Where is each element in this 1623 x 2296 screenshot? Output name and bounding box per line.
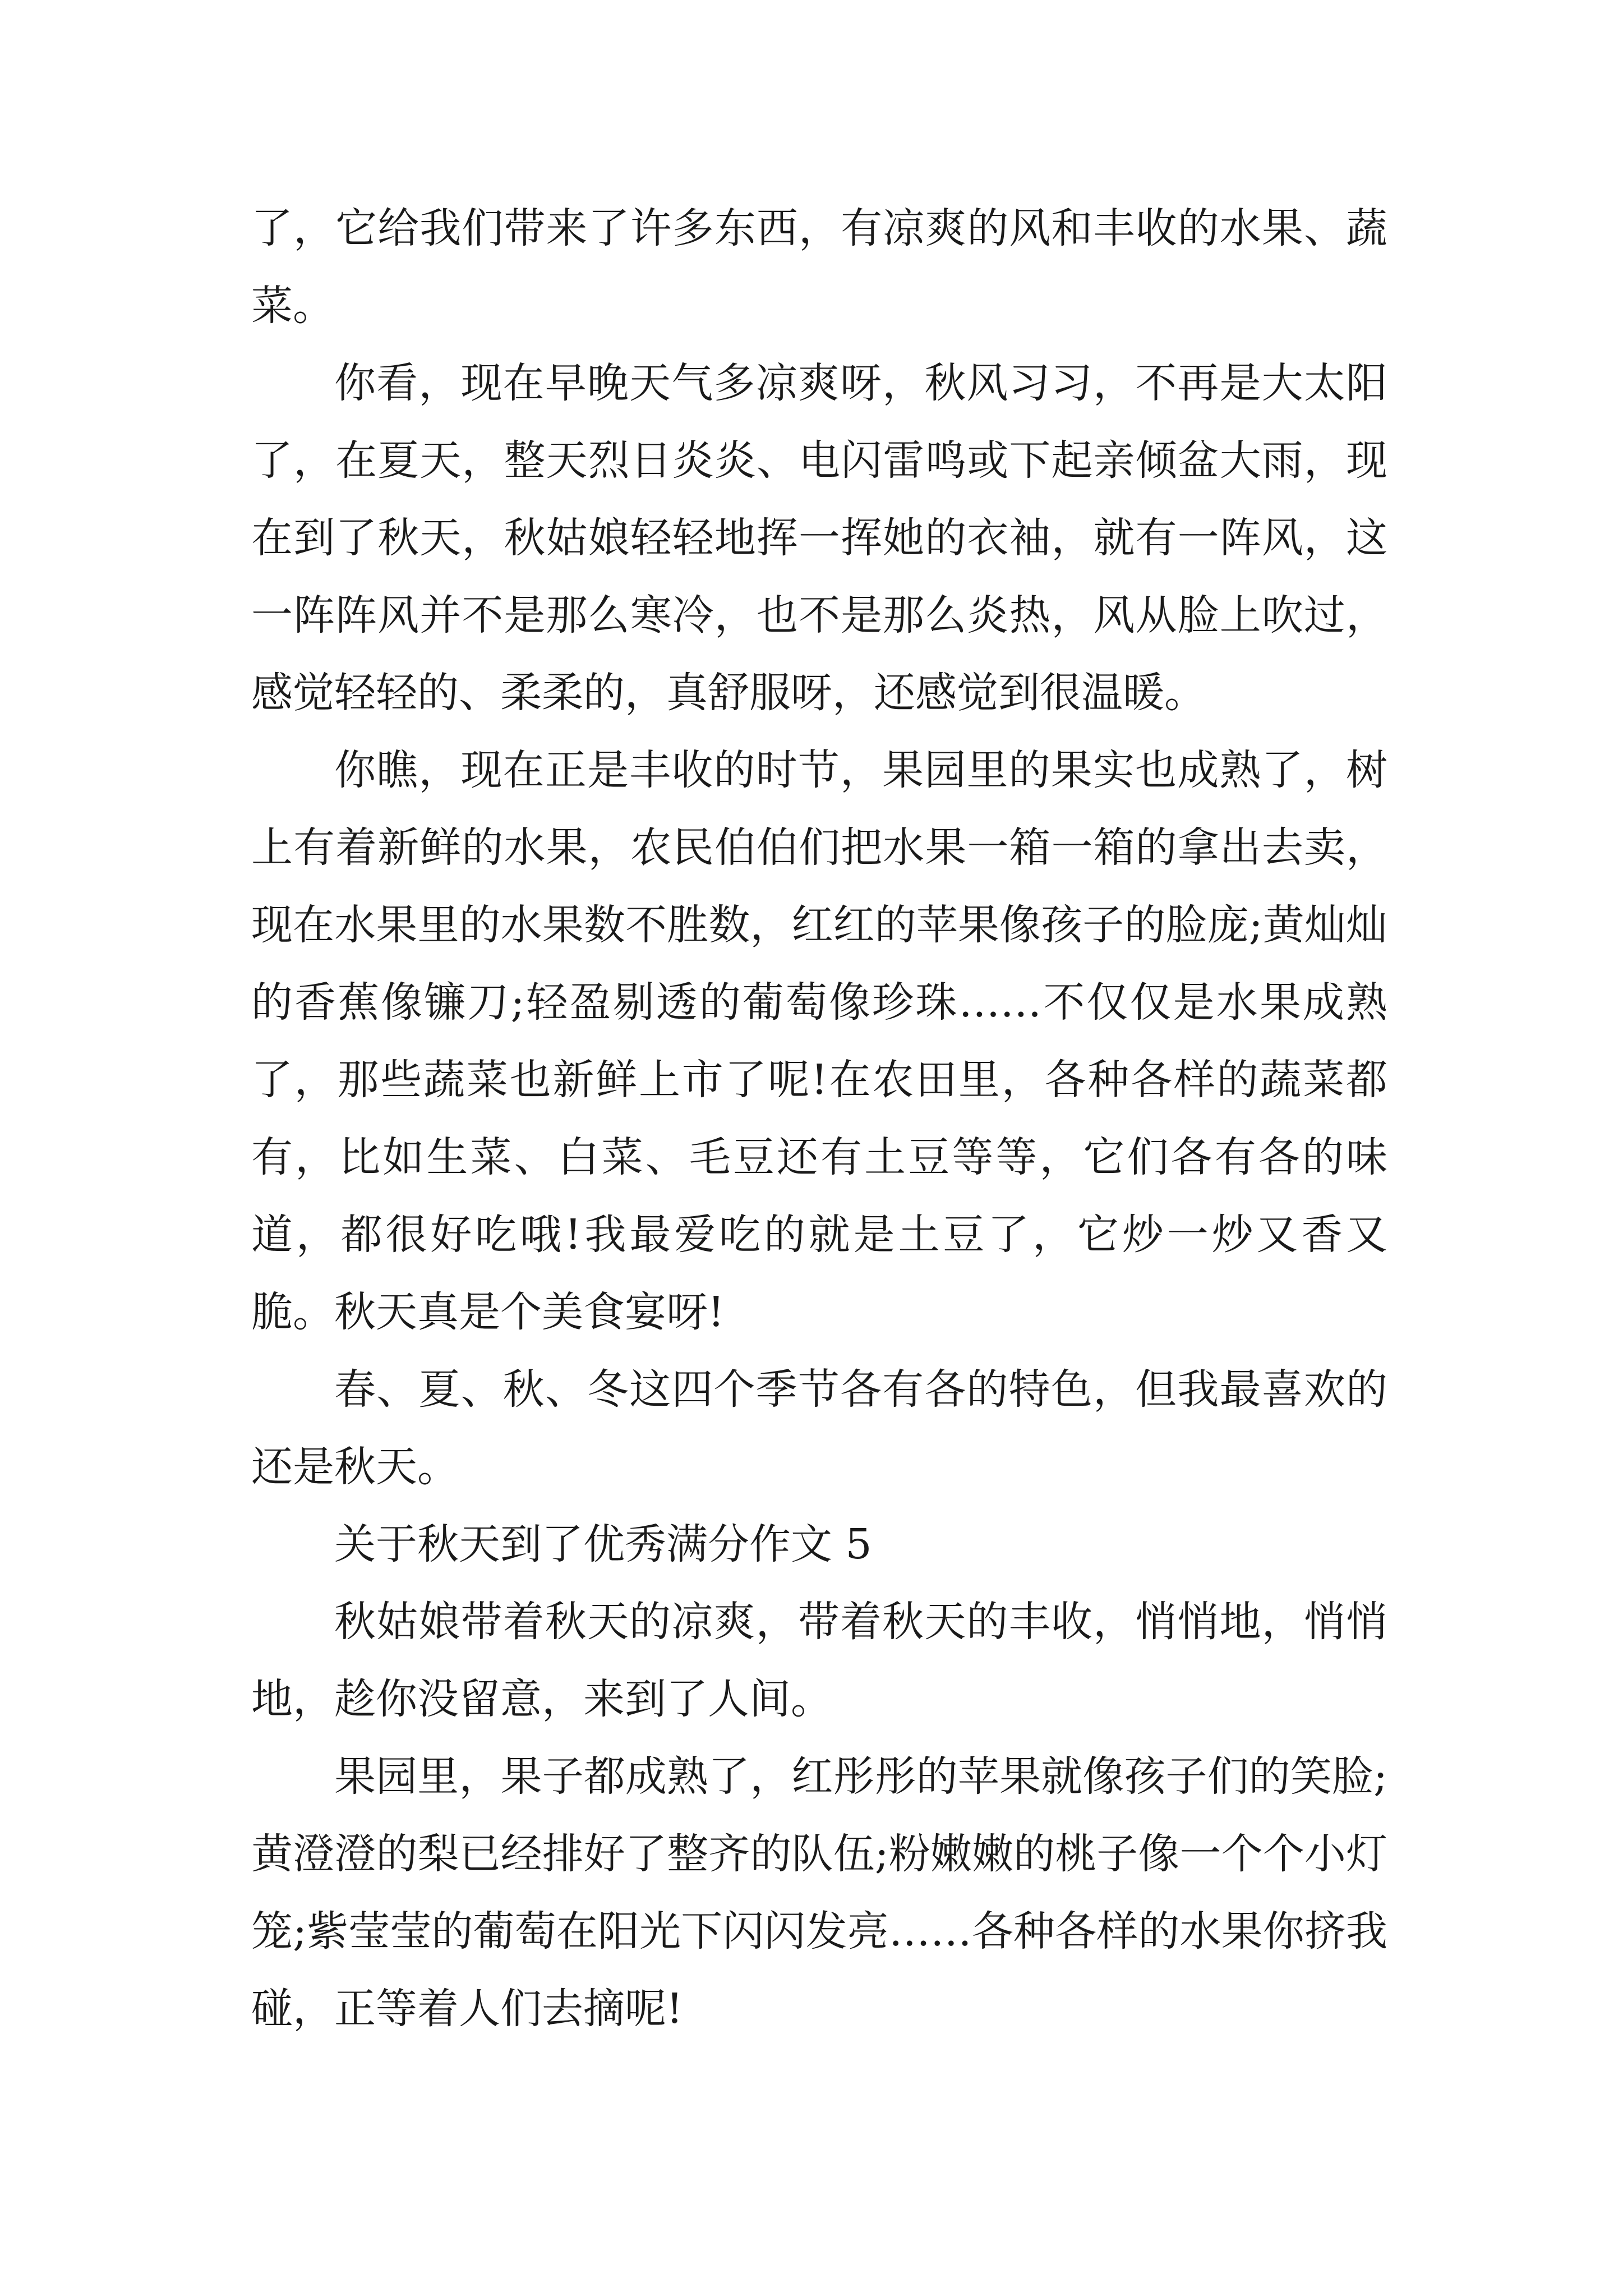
paragraph-autumn-arrives: 秋姑娘带着秋天的凉爽，带着秋天的丰收，悄悄地，悄悄地，趁你没留意，来到了人间。 [251, 1598, 1387, 1723]
paragraph-continuation: 了，它给我们带来了许多东西，有凉爽的风和丰收的水果、蔬菜。 [251, 204, 1387, 330]
essay-heading: 关于秋天到了优秀满分作文 5 [334, 1520, 872, 1568]
paragraph-harvest: 你瞧，现在正是丰收的时节，果园里的果实也成熟了，树上有着新鲜的水果，农民伯伯们把水果一箱一箱的拿出去卖，现在水果里的水果数不胜数，红红的苹果像孩子的脸庞;黄灿灿的香蕉像镰刀;轻盈剔透的葡萄像珍珠……不仅仅是水果成熟了，那些蔬菜也新鲜上市了呢!在农田里，各种各样的蔬菜都有，比如生菜、白菜、毛豆还有土豆等等，它们各有各的味道，都很好吃哦!我最爱吃的就是土豆了，它炒一炒又香又脆。秋天真是个美食宴呀! [251, 746, 1387, 1336]
paragraph-autumn-wind: 你看，现在早晚天气多凉爽呀，秋风习习，不再是大太阳了，在夏天，整天烈日炎炎、电闪雷鸣或下起亲倾盆大雨，现在到了秋天，秋姑娘轻轻地挥一挥她的衣袖，就有一阵风，这一阵阵风并不是那么寒冷，也不是那么炎热，风从脸上吹过，感觉轻轻的、柔柔的，真舒服呀，还感觉到很温暖。 [251, 359, 1387, 717]
document-body [251, 190, 1387, 2047]
paragraph-conclusion: 春、夏、秋、冬这四个季节各有各的特色，但我最喜欢的还是秋天。 [251, 1365, 1387, 1491]
paragraph-orchard: 果园里，果子都成熟了，红彤彤的苹果就像孩子们的笑脸;黄澄澄的梨已经排好了整齐的队伍;粉嫩嫩的桃子像一个个小灯笼;紫莹莹的葡萄在阳光下闪闪发亮……各种各样的水果你挤我碰，正等着人们去摘呢! [251, 1752, 1387, 2033]
